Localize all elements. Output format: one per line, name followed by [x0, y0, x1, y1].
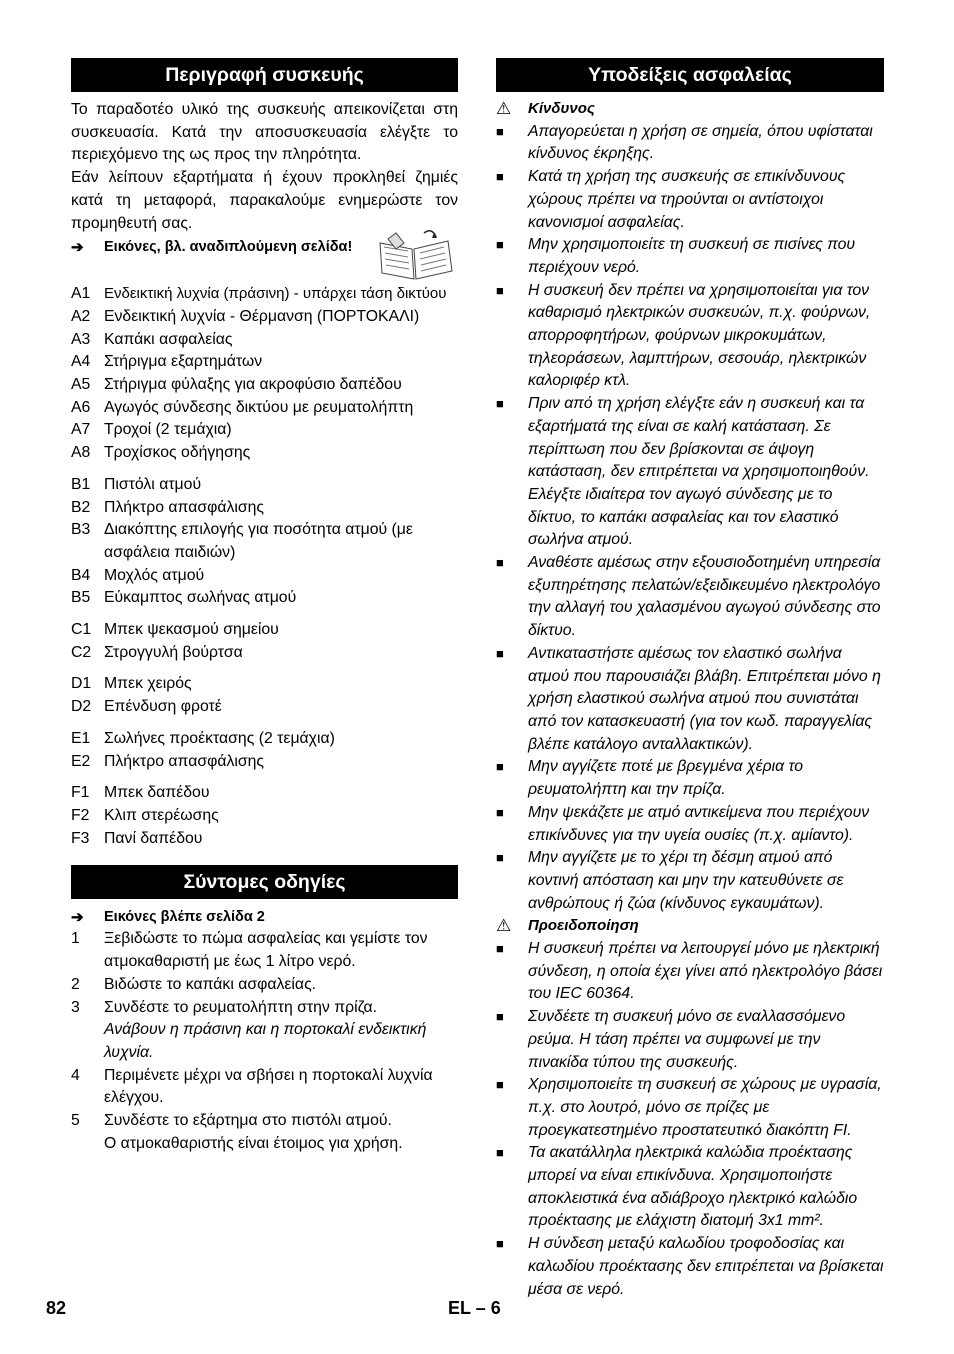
list-item: ■ Μην ψεκάζετε με ατμό αντικείμενα που περιέχουν επικίνδυνες για την υγεία ουσίες (π.χ. αμίαντο). [496, 802, 884, 847]
foldout-book-icon [374, 229, 456, 281]
section-heading-device-description: Περιγραφή συσκευής [71, 58, 458, 92]
list-item: 2 Βιδώστε το καπάκι ασφαλείας. [71, 975, 317, 993]
list-item: B3 Διακόπτης επιλογής για ποσότητα ατμού (με ασφάλεια παιδιών) [71, 521, 413, 561]
list-item: A6 Αγωγός σύνδεσης δικτύου με ρευματολήπτη [71, 398, 414, 416]
warning-triangle-icon: ⚠ [496, 916, 512, 936]
figure-note-2: ➔ Εικόνες βλέπε σελίδα 2 [71, 909, 265, 927]
list-item: ■ Πριν από τη χρήση ελέγξτε εάν η συσκευή και τα εξαρτήματά της είναι σε καλή κατάσταση. Σε περίπτωση που δεν βρίσκονται σε άψογη κατάσταση, δεν επιτρέπεται να χρησιμοποιηθούν. Ελέγξτε ιδιαίτερα τον αγωγό σύνδεσης με το δίκτυο, το καπάκι ασφαλείας και τον ελαστικό σωλήνα ατμού. [496, 393, 884, 552]
list-item: ■ Μην αγγίζετε ποτέ με βρεγμένα χέρια το ρευματολήπτη και την πρίζα. [496, 756, 884, 801]
square-bullet-icon: ■ [496, 850, 504, 866]
list-item: A8 Τροχίσκος οδήγησης [71, 444, 251, 462]
warning-triangle-icon: ⚠ [496, 99, 512, 118]
list-item: 3 Συνδέστε το ρευματολήπτη στην πρίζα. Ανάβουν η πράσινη και η πορτοκαλί ενδεικτική λυχνία. [71, 998, 427, 1061]
page-number: 82 [46, 1298, 67, 1318]
square-bullet-icon: ■ [496, 759, 504, 775]
list-item: 4 Περιμένετε μέχρι να σβήσει η πορτοκαλί λυχνία ελέγχου. [71, 1066, 433, 1107]
list-item: ■ Μην χρησιμοποιείτε τη συσκευή σε πισίνες που περιέχουν νερό. [496, 234, 884, 279]
square-bullet-icon: ■ [496, 1077, 504, 1093]
section-heading-quick-guide: Σύντομες οδηγίες [71, 865, 458, 899]
square-bullet-icon: ■ [496, 804, 504, 820]
list-item: A3 Καπάκι ασφαλείας [71, 330, 233, 348]
list-item: B1 Πιστόλι ατμού [71, 475, 202, 493]
list-item: B5 Εύκαμπτος σωλήνας ατμού [71, 589, 297, 607]
list-item: E2 Πλήκτρο απασφάλισης [71, 752, 265, 770]
list-item: ■ Μην αγγίζετε με το χέρι τη δέσμη ατμού από κοντινή απόσταση και μην την κατευθύνετε σε ανθρώπους ή ζώα (κίνδυνος εγκαυμάτων). [496, 847, 884, 915]
square-bullet-icon: ■ [496, 123, 504, 139]
square-bullet-icon: ■ [496, 396, 504, 412]
square-bullet-icon: ■ [496, 282, 504, 298]
arrow-right-icon: ➔ [71, 239, 84, 257]
step-result-note: Ο ατμοκαθαριστής είναι έτοιμος για χρήση. [104, 1134, 403, 1152]
list-item: F2 Κλιπ στερέωσης [71, 806, 219, 824]
parts-group-d [71, 673, 458, 718]
square-bullet-icon: ■ [496, 1236, 504, 1252]
list-item: 5 Συνδέστε το εξάρτημα στο πιστόλι ατμού. Ο ατμοκαθαριστής είναι έτοιμος για χρήση. [71, 1112, 403, 1152]
list-item: ■ Τα ακατάλληλα ηλεκτρικά καλώδια προέκτασης μπορεί να είναι επικίνδυνα. Χρησιμοποιήστε αποκλειστικά ένα αδιάβροχο ηλεκτρικό καλώδιο προέκτασης με ελάχιστη διατομή 3x1 mm². [496, 1142, 884, 1233]
step-result-note: Ανάβουν η πράσινη και η πορτοκαλί ενδεικτική λυχνία. [104, 1021, 427, 1061]
square-bullet-icon: ■ [496, 1009, 504, 1025]
list-item: ■ Αναθέστε αμέσως στην εξουσιοδοτημένη υπηρεσία εξυπηρέτησης πελατών/εξειδικευμένο ηλεκτρολόγο την αλλαγή του χαλασμένου αγωγού σύνδεσης στο δίκτυο. [496, 552, 884, 643]
figure-note-block [71, 237, 458, 283]
list-item: ■ Απαγορεύεται η χρήση σε σημεία, όπου υφίσταται κίνδυνος έκρηξης. [496, 121, 884, 166]
parts-group-a [71, 283, 458, 465]
parts-list [71, 283, 458, 850]
list-item: D2 Επένδυση φροτέ [71, 698, 222, 716]
list-item: C2 Στρογγυλή βούρτσα [71, 643, 243, 661]
warning-list [496, 938, 884, 1301]
square-bullet-icon: ■ [496, 1145, 504, 1161]
list-item: ■ Η σύνδεση μεταξύ καλωδίου τροφοδοσίας και καλωδίου προέκτασης δεν επιτρέπεται να βρίσκεται μέσα σε νερό. [496, 1233, 884, 1301]
list-item: ■ Η συσκευή δεν πρέπει να χρησιμοποιείται για τον καθαρισμό ηλεκτρικών συσκευών, π.χ. φούρνων, απορροφητήρων, φούρνων μικροκυμάτων, τηλεοράσεων, λαμπτήρων, σεσουάρ, ηλεκτρικών καλοριφέρ κτλ. [496, 280, 884, 394]
parts-group-f [71, 782, 458, 850]
parts-group-e [71, 728, 458, 773]
parts-group-c [71, 619, 458, 664]
list-item: A7 Τροχοί (2 τεμάχια) [71, 421, 232, 439]
danger-label: ⚠ Κίνδυνος [496, 98, 884, 121]
list-item: D1 Μπεκ χειρός [71, 675, 192, 693]
list-item: ■ Χρησιμοποιείτε τη συσκευή σε χώρους με υγρασία, π.χ. στο λουτρό, μόνο σε πρίζες με προεγκατεστημένο προστατευτικό διακόπτη FI. [496, 1074, 884, 1142]
list-item: ■ Αντικαταστήστε αμέσως τον ελαστικό σωλήνα ατμού που παρουσιάζει βλάβη. Επιτρέπεται μόνο η χρήση ελαστικού σωλήνα ατμού που συνιστάται από τον κατασκευαστή (για τον κωδ. παραγγελίας βλέπε κατάλογο ανταλλακτικών). [496, 643, 884, 757]
list-item: F3 Πανί δαπέδου [71, 829, 203, 847]
list-item: 1 Ξεβιδώστε το πώμα ασφαλείας και γεμίστε τον ατμοκαθαριστή με έως 1 λίτρο νερό. [71, 930, 428, 971]
danger-list [496, 121, 884, 916]
list-item: ■ Συνδέετε τη συσκευή μόνο σε εναλλασσόμενο ρεύμα. Η τάση πρέπει να συμφωνεί με την πινακίδα τύπου της συσκευής. [496, 1006, 884, 1074]
list-item: C1 Μπεκ ψεκασμού σημείου [71, 621, 279, 639]
list-item: A5 Στήριγμα φύλαξης για ακροφύσιο δαπέδου [71, 376, 402, 394]
figure-note: ➔ Εικόνες, βλ. αναδιπλούμενη σελίδα! [71, 239, 353, 257]
square-bullet-icon: ■ [496, 237, 504, 253]
list-item: B2 Πλήκτρο απασφάλισης [71, 498, 265, 516]
intro-paragraph-2: Εάν λείπουν εξαρτήματα ή έχουν προκληθεί ζημιές κατά τη μεταφορά, παρακαλούμε ενημερώστε τον προμηθευτή σας. [71, 169, 458, 232]
list-item: A2 Ενδεικτική λυχνία - Θέρμανση (ΠΟΡΤΟΚΑΛΙ) [71, 307, 420, 325]
list-item: ■ Κατά τη χρήση της συσκευής σε επικίνδυνους χώρους πρέπει να τηρούνται οι αντίστοιχοι κανονισμοί ασφαλείας. [496, 166, 884, 234]
square-bullet-icon: ■ [496, 941, 504, 957]
square-bullet-icon: ■ [496, 555, 504, 571]
steps-list [71, 928, 458, 1155]
parts-group-b [71, 474, 458, 610]
arrow-right-icon: ➔ [71, 909, 84, 927]
list-item: ■ Η συσκευή πρέπει να λειτουργεί μόνο με ηλεκτρική σύνδεση, η οποία έχει γίνει από ηλεκτρολόγο βάσει του IEC 60364. [496, 938, 884, 1006]
right-column [496, 58, 884, 1301]
list-item: E1 Σωλήνες προέκτασης (2 τεμάχια) [71, 729, 335, 747]
list-item: A4 Στήριγμα εξαρτημάτων [71, 353, 263, 371]
section-label: EL – 6 [448, 1298, 501, 1318]
intro-paragraph-1: Το παραδοτέο υλικό της συσκευής απεικονίζεται στη συσκευασία. Κατά την αποσυσκευασία ελέγξτε το περιεχόμενο της ως προς την πληρότητα. [71, 101, 458, 164]
square-bullet-icon: ■ [496, 645, 504, 661]
warning-label: ⚠ Προειδοποίηση [496, 915, 884, 938]
left-column [71, 58, 458, 1155]
list-item: A1 Ενδεικτική λυχνία (πράσινη) - υπάρχει τάση δικτύου [71, 285, 447, 303]
section-heading-safety: Υποδείξεις ασφαλείας [496, 58, 884, 92]
list-item: B4 Μοχλός ατμού [71, 566, 205, 584]
list-item: F1 Μπεκ δαπέδου [71, 784, 210, 802]
square-bullet-icon: ■ [496, 169, 504, 185]
